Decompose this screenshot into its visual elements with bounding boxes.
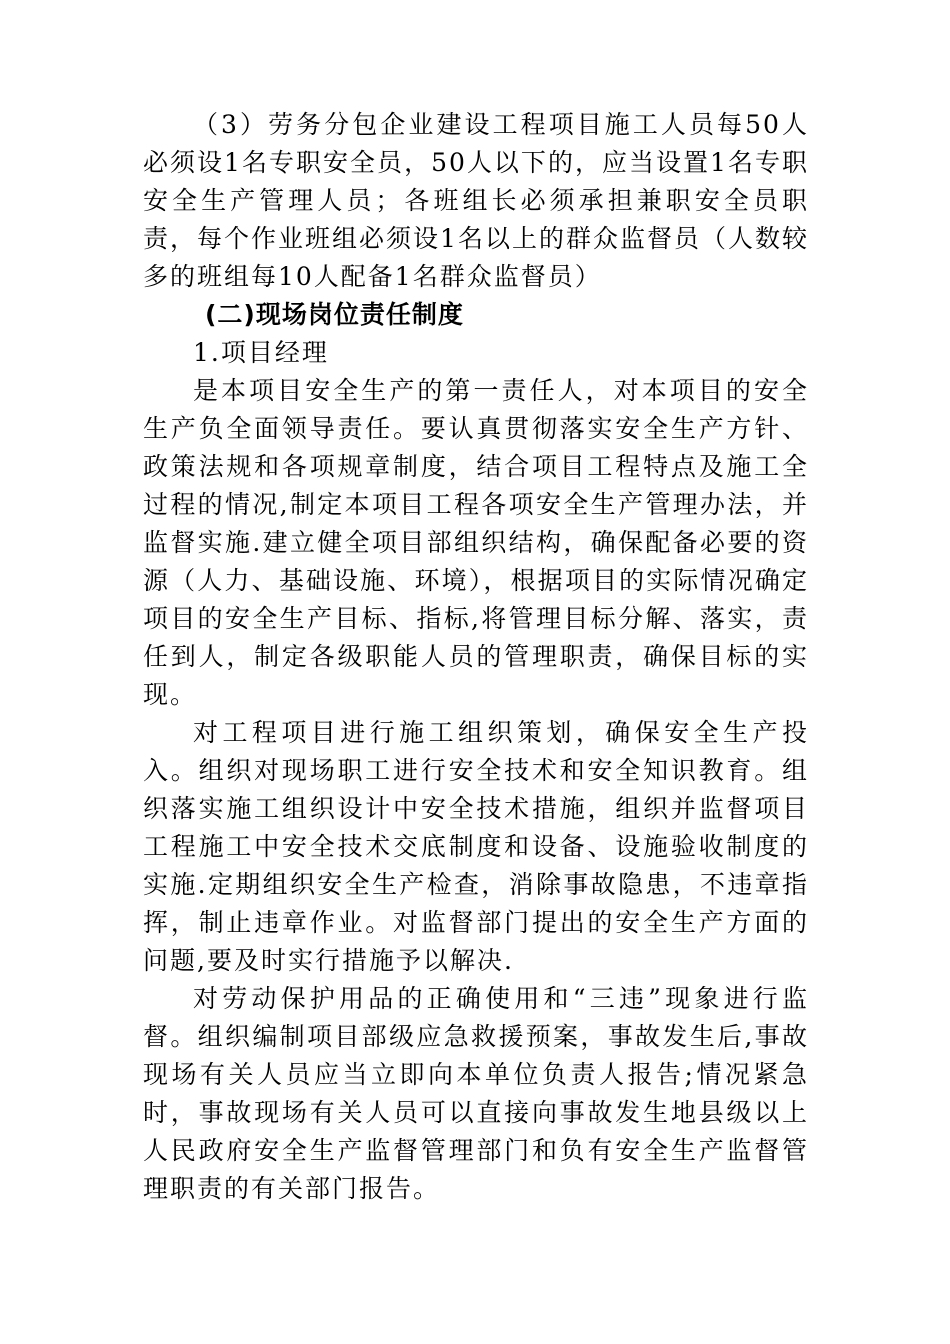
document-page bbox=[143, 106, 809, 1208]
paragraph-labor-subcontract: （3）劳务分包企业建设工程项目施工人员每50人必须设1名专职安全员，50人以下的，应当设置1名专职安全生产管理人员；各班组长必须承担兼职安全员职责，每个作业班组必须设1名以上的群众监督员（人数较多的班组每10人配备1名群众监督员） bbox=[143, 110, 809, 291]
subsection-heading: 1.项目经理 bbox=[193, 338, 329, 367]
paragraph-responsibility: 是本项目安全生产的第一责任人，对本项目的安全生产负全面领导责任。要认真贯彻落实安全生产方针、政策法规和各项规章制度，结合项目工程特点及施工全过程的情况,制定本项目工程各项安全生产管理办法，并监督实施.建立健全项目部组织结构，确保配备必要的资源（人力、基础设施、环境），根据项目的实际情况确定项目的安全生产目标、指标,将管理目标分解、落实，责任到人，制定各级职能人员的管理职责，确保目标的实现。 bbox=[143, 376, 809, 709]
paragraph-emergency: 对劳动保护用品的正确使用和“三违”现象进行监督。组织编制项目部级应急救援预案，事故发生后,事故现场有关人员应当立即向本单位负责人报告;情况紧急时，事故现场有关人员可以直接向事故发生地县级以上人民政府安全生产监督管理部门和负有安全生产监督管理职责的有关部门报告。 bbox=[143, 984, 809, 1203]
paragraph-organization: 对工程项目进行施工组织策划，确保安全生产投入。组织对现场职工进行安全技术和安全知识教育。组织落实施工组织设计中安全技术措施，组织并监督项目工程施工中安全技术交底制度和设备、设施验收制度的实施.定期组织安全生产检查，消除事故隐患，不违章指挥，制止违章作业。对监督部门提出的安全生产方面的问题,要及时实行措施予以解决. bbox=[143, 718, 809, 975]
section-heading: (二)现场岗位责任制度 bbox=[205, 300, 464, 329]
